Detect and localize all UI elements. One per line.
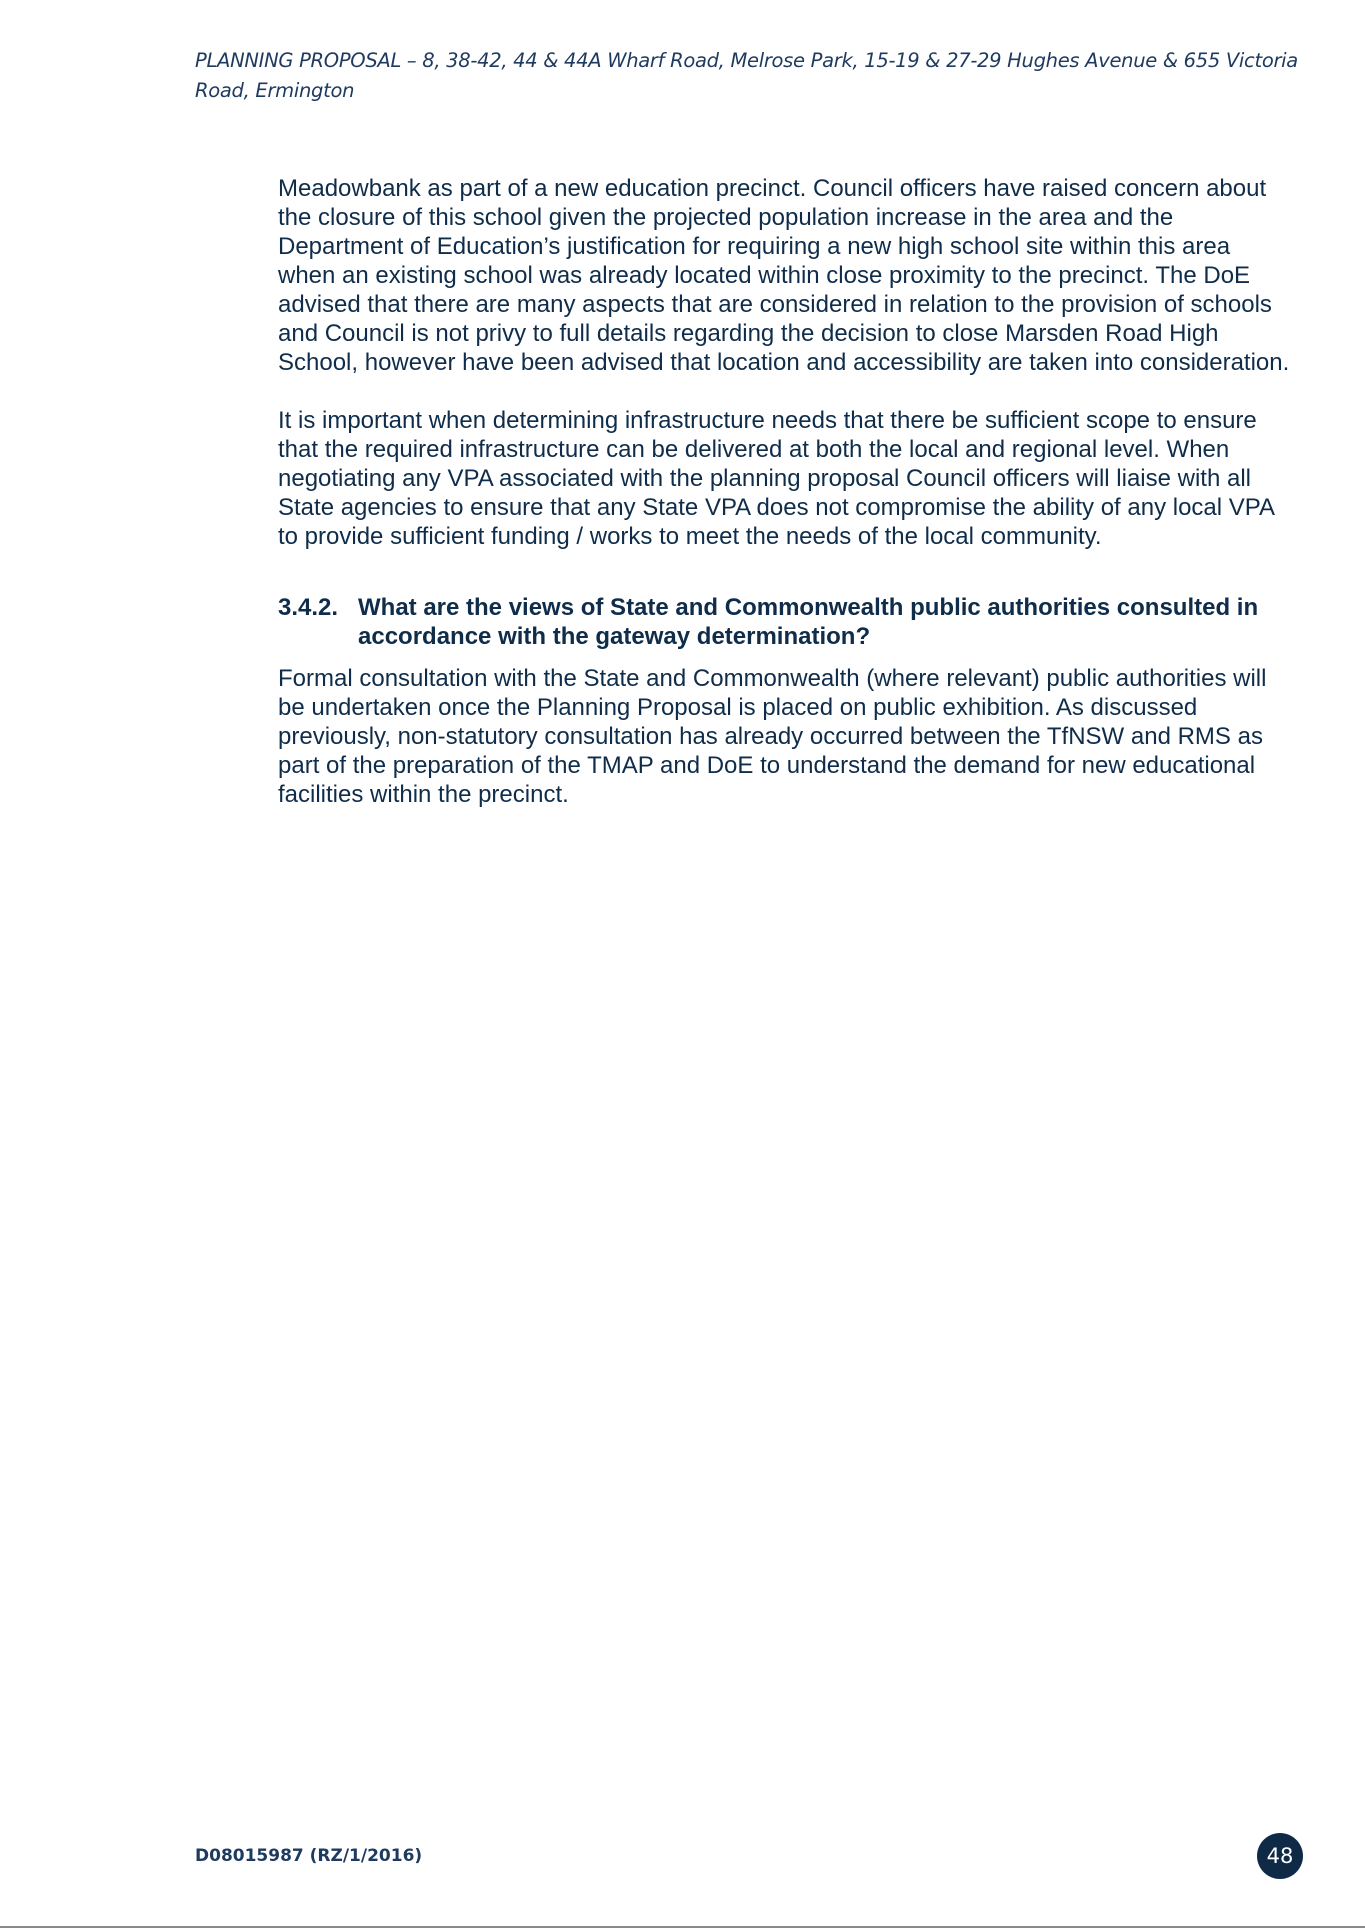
section-title: What are the views of State and Commonwealth public authorities consulted in accordance with the gateway determination?	[358, 594, 1259, 650]
body-paragraph: Meadowbank as part of a new education precinct. Council officers have raised concern about the closure of this school given the projected population increase in the area and the Department of Education’s justification for requiring a new high school site within this area when an existing school was already located within close proximity to the precinct. The DoE advised that there are many aspects that are considered in relation to the provision of schools and Council is not privy to full details regarding the decision to close Marsden Road High School, however have been advised that location and accessibility are taken into consideration.	[278, 175, 1290, 376]
body-paragraph: It is important when determining infrastructure needs that there be sufficient scope to ensure that the required infrastructure can be delivered at both the local and regional level. When negotiating any VPA associated with the planning proposal Council officers will liaise with all State agencies to ensure that any State VPA does not compromise the ability of any local VPA to provide sufficient funding / works to meet the needs of the local community.	[278, 407, 1274, 550]
bottom-divider	[0, 1926, 1365, 1928]
section-number: 3.4.2.	[278, 594, 339, 621]
running-header: PLANNING PROPOSAL – 8, 38-42, 44 & 44A Wharf Road, Melrose Park, 15-19 & 27-29 Hughes Avenue & 655 Victoria Road, Ermington	[195, 49, 1298, 102]
document-reference: D08015987 (RZ/1/2016)	[195, 1846, 423, 1866]
body-paragraph: Formal consultation with the State and Commonwealth (where relevant) public authorities will be undertaken once the Planning Proposal is placed on public exhibition. As discussed previously, non-statutory consultation has already occurred between the TfNSW and RMS as part of the preparation of the TMAP and DoE to understand the demand for new educational facilities within the precinct.	[278, 665, 1267, 808]
page-number-badge: 48	[1257, 1833, 1303, 1879]
section-heading	[278, 593, 1290, 651]
document-body	[278, 174, 1290, 809]
